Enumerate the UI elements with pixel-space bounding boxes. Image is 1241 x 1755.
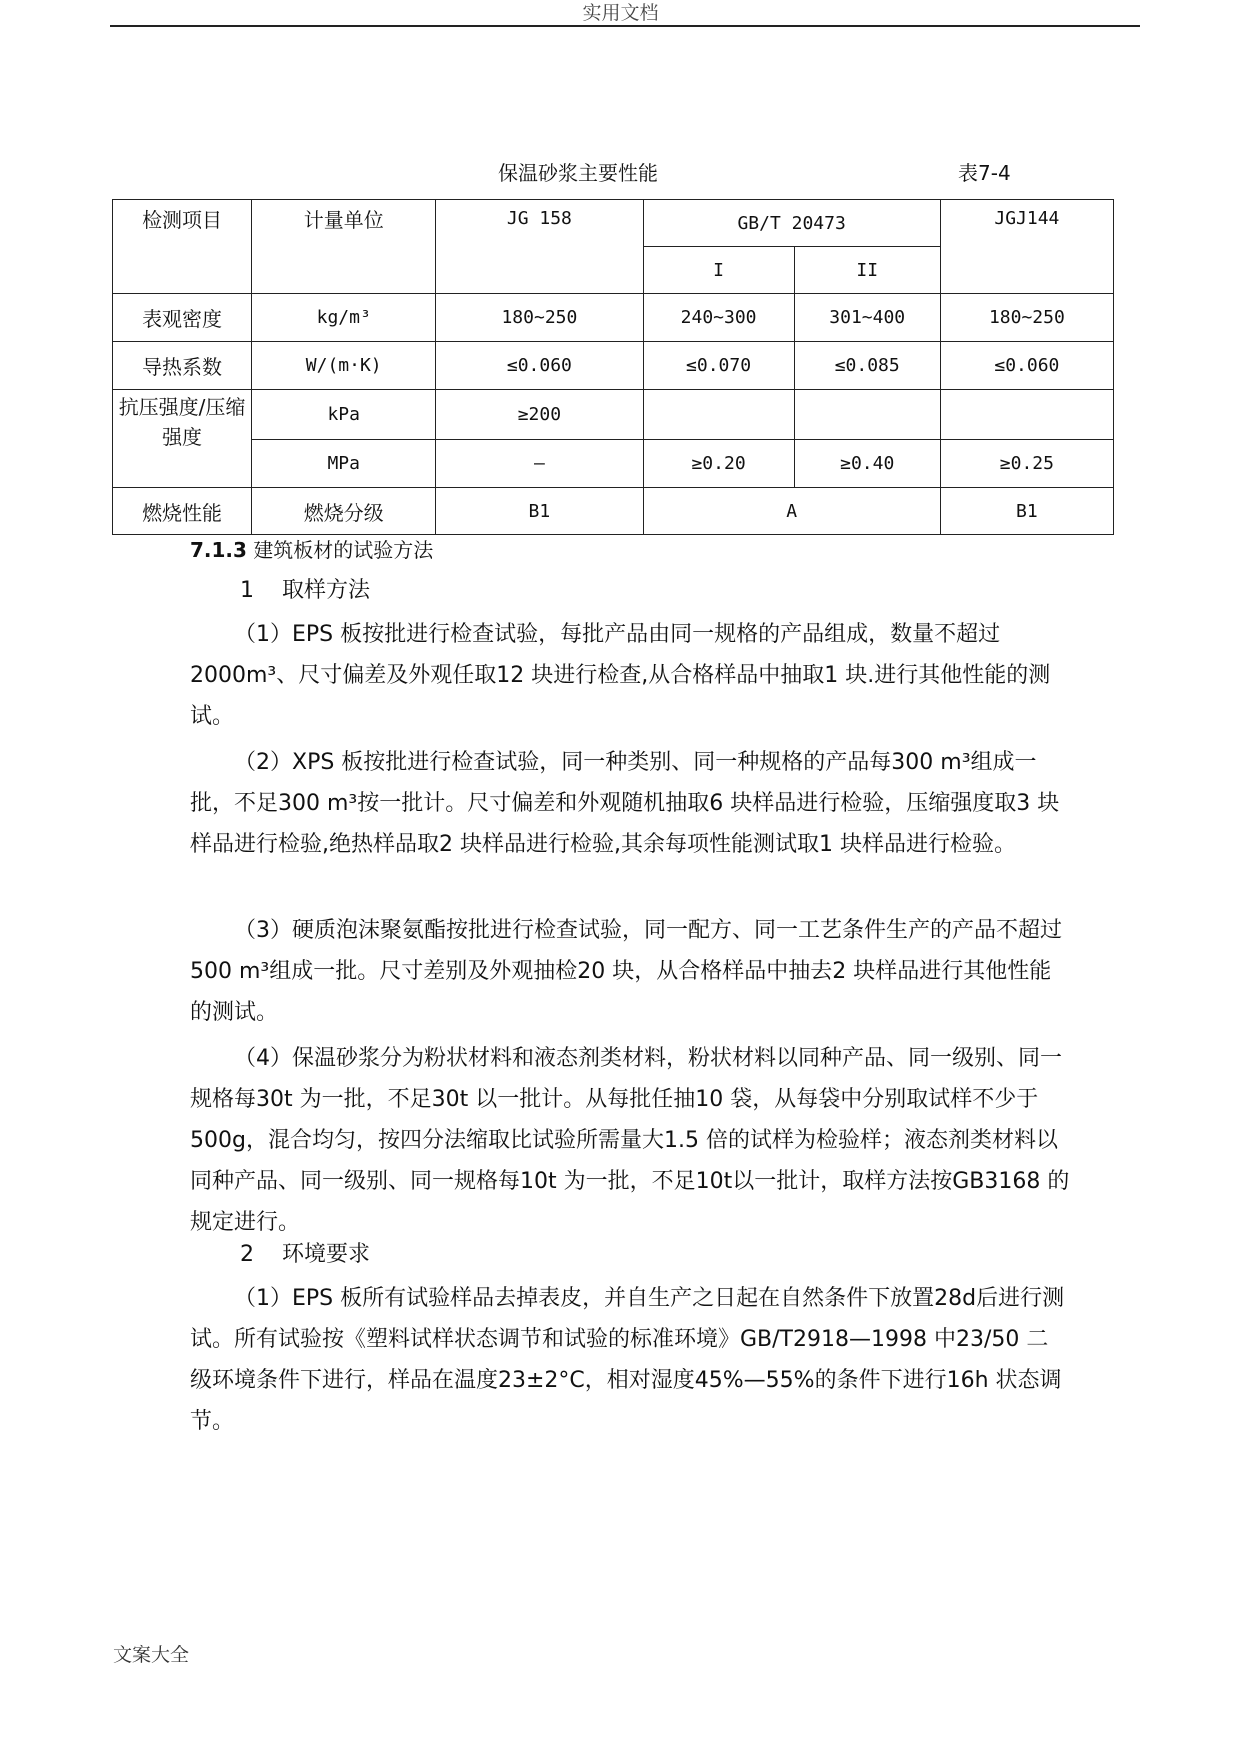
density-jgj144: 180~250 — [940, 294, 1113, 342]
density-jg158: 180~250 — [436, 294, 643, 342]
subsection-sampling-title: 取样方法 — [281, 578, 370, 603]
page-header-title: 实用文档 — [582, 2, 659, 24]
combustion-jgj144: B1 — [940, 488, 1113, 535]
paragraph-xps: （2）XPS 板按批进行检查试验，同一种类别、同一种规格的产品每300 m³组成一批，不足300 m³按一批计。尺寸偏差和外观随机抽取6 块样品进行检验，压缩强度取3 块样品进行检验,绝热样品取2 块样品进行检验,其余每项性能测试取1 块样品进行检验。 — [190, 750, 1060, 857]
strength-gb-i-mpa: ≥0.20 — [643, 440, 794, 488]
table-number: 表7-4 — [958, 161, 1011, 185]
strength-jgj144-mpa: ≥0.25 — [940, 440, 1113, 488]
subsection-sampling-number: 1 — [240, 578, 254, 603]
header-jg158: JG 158 — [436, 200, 643, 294]
paragraph-pu: （3）硬质泡沫聚氨酯按批进行检查试验，同一配方、同一工艺条件生产的产品不超过500 m³组成一批。尺寸差别及外观抽检20 块，从合格样品中抽去2 块样品进行其他性能的测试。 — [190, 918, 1062, 1025]
page-footer: 文案大全 — [113, 1644, 190, 1666]
table-caption: 保温砂浆主要性能 — [498, 161, 658, 185]
header-jgj144: JGJ144 — [940, 200, 1113, 294]
strength-unit-kpa: kPa — [252, 390, 436, 440]
header-unit: 计量单位 — [252, 200, 436, 294]
density-unit: kg/m³ — [252, 294, 436, 342]
combustion-unit: 燃烧分级 — [252, 488, 436, 535]
density-gb-ii: 301~400 — [794, 294, 940, 342]
conductivity-unit: W/(m·K) — [252, 342, 436, 390]
header-grade-i: I — [643, 247, 794, 294]
performance-table — [112, 199, 1114, 535]
paragraph-eps: （1）EPS 板按批进行检查试验，每批产品由同一规格的产品组成，数量不超过2000m³、尺寸偏差及外观任取12 块进行检查,从合格样品中抽取1 块.进行其他性能的测试。 — [190, 622, 1051, 729]
header-gbt20473: GB/T 20473 — [643, 200, 940, 247]
subsection-sampling — [240, 576, 370, 606]
combustion-item: 燃烧性能 — [113, 488, 252, 535]
conductivity-gb-i: ≤0.070 — [643, 342, 794, 390]
combustion-gb: A — [643, 488, 940, 535]
conductivity-gb-ii: ≤0.085 — [794, 342, 940, 390]
strength-jg158-kpa: ≥200 — [436, 390, 643, 440]
subsection-environment — [240, 1240, 370, 1270]
section-number: 7.1.3 — [190, 538, 247, 562]
paragraph-environment: （1）EPS 板所有试验样品去掉表皮，并自生产之日起在自然条件下放置28d后进行测试。所有试验按《塑料试样状态调节和试验的标准环境》GB/T2918—1998 中23/50 二级环境条件下进行，样品在温度23±2°C，相对湿度45%—55%的条件下进行16h 状态调节。 — [190, 1286, 1065, 1434]
section-heading — [190, 535, 433, 565]
combustion-jg158: B1 — [436, 488, 643, 535]
subsection-environment-number: 2 — [240, 1242, 254, 1267]
strength-gb-i-kpa — [643, 390, 794, 440]
conductivity-jg158: ≤0.060 — [436, 342, 643, 390]
subsection-environment-title: 环境要求 — [281, 1242, 370, 1267]
strength-gb-ii-kpa — [794, 390, 940, 440]
header-rule — [110, 25, 1140, 27]
density-item: 表观密度 — [113, 294, 252, 342]
conductivity-item: 导热系数 — [113, 342, 252, 390]
header-grade-ii: II — [794, 247, 940, 294]
strength-unit-mpa: MPa — [252, 440, 436, 488]
section-title: 建筑板材的试验方法 — [253, 538, 434, 562]
conductivity-jgj144: ≤0.060 — [940, 342, 1113, 390]
header-item: 检测项目 — [113, 200, 252, 294]
strength-gb-ii-mpa: ≥0.40 — [794, 440, 940, 488]
density-gb-i: 240~300 — [643, 294, 794, 342]
strength-jgj144-kpa — [940, 390, 1113, 440]
paragraph-mortar: （4）保温砂浆分为粉状材料和液态剂类材料，粉状材料以同种产品、同一级别、同一规格每30t 为一批，不足30t 以一批计。从每批任抽10 袋，从每袋中分别取试样不少于500g，混合均匀，按四分法缩取比试验所需量大1.5 倍的试样为检验样；液态剂类材料以同种产品、同一级别、同一规格每10t 为一批，不足10t以一批计，取样方法按GB3168 的规定进行。 — [190, 1046, 1070, 1235]
strength-item: 抗压强度/压缩强度 — [113, 390, 252, 488]
strength-jg158-mpa: — — [436, 440, 643, 488]
